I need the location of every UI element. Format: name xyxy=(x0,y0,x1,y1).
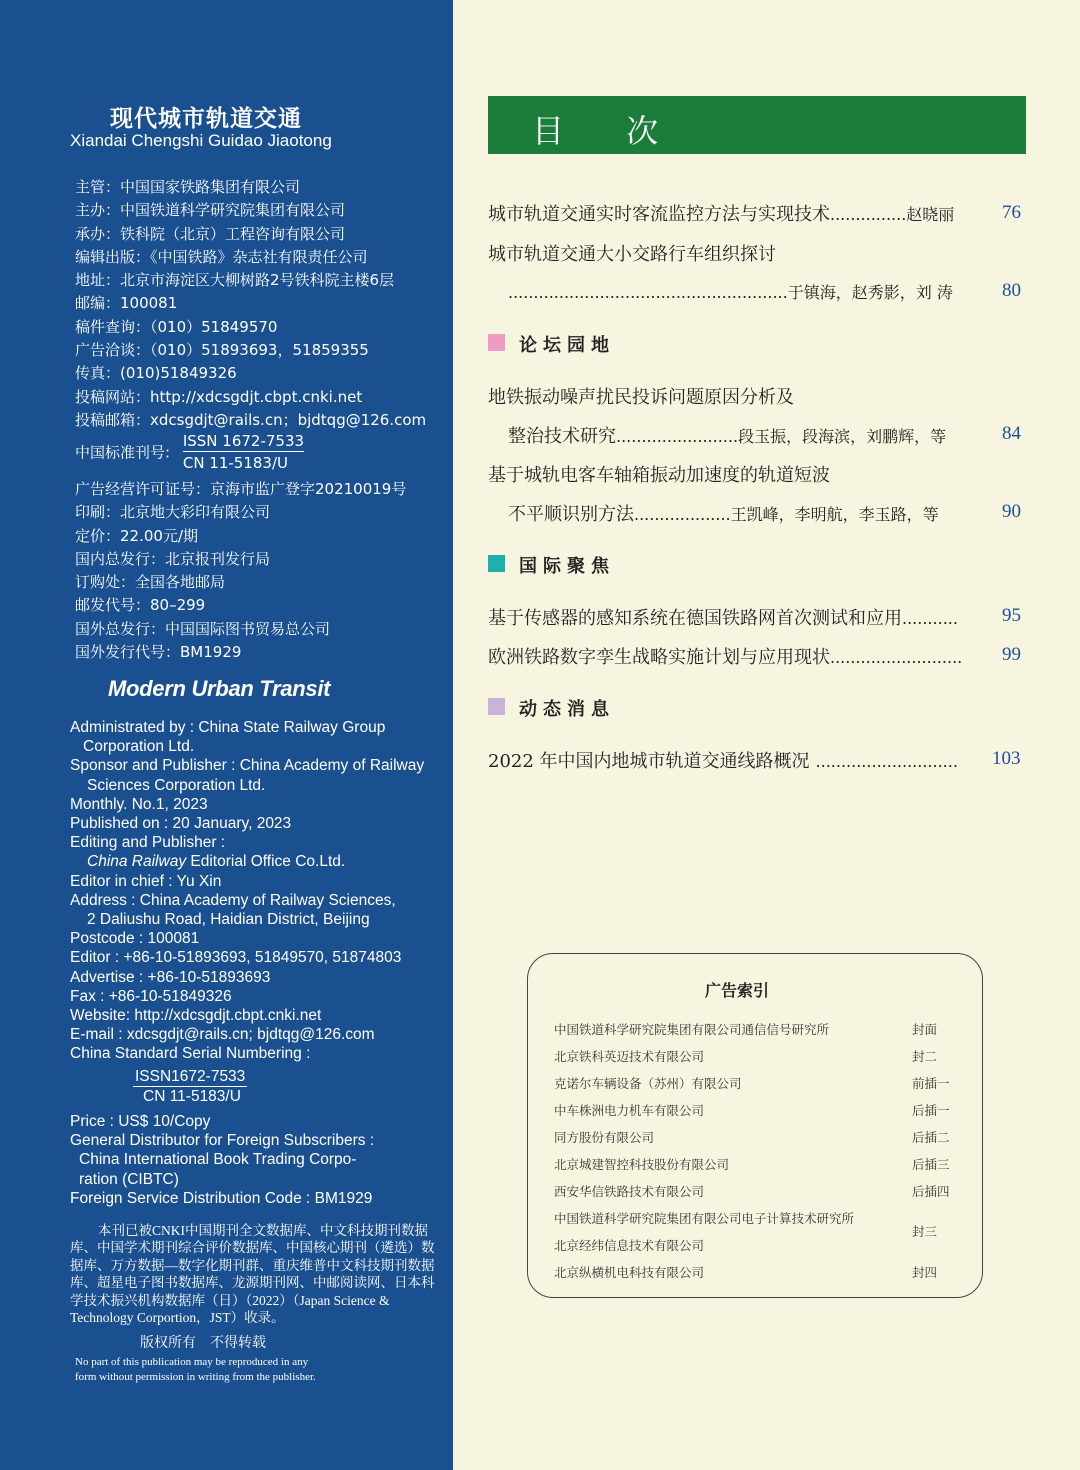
std-label: 中国标准刊号: xyxy=(75,443,171,462)
toc-page-number: 95 xyxy=(1002,605,1021,626)
info-line: 邮发代号：80–299 xyxy=(75,596,206,615)
ad-position: 后插二 xyxy=(912,1130,950,1145)
en-line: China International Book Trading Corpo- xyxy=(79,1151,357,1169)
en-line: Corporation Ltd. xyxy=(83,738,195,756)
toc-entry-line2: 不平顺识别方法...................王凯峰，李明航，李玉路，等 xyxy=(508,504,939,525)
info-line: 邮编：100081 xyxy=(75,294,178,313)
en-line: Editor : +86-10-51893693, 51849570, 51874803 xyxy=(70,949,402,967)
ad-position: 封二 xyxy=(912,1049,938,1064)
ad-index-box xyxy=(527,953,983,1298)
journal-title-pinyin: Xiandai Chengshi Guidao Jiaotong xyxy=(70,131,332,150)
section-heading: 动态消息 xyxy=(519,699,615,720)
info-line: 国外发行代号：BM1929 xyxy=(75,643,242,662)
toc-entry[interactable]: 地铁振动噪声扰民投诉问题原因分析及 xyxy=(488,387,794,408)
cn-info-block xyxy=(75,176,426,432)
ad-position: 前插一 xyxy=(912,1076,950,1091)
ad-item: 中国铁道科学研究院集团有限公司通信信号研究所 xyxy=(554,1022,830,1037)
en-line: Fax : +86-10-51849326 xyxy=(70,987,232,1005)
info-line: 传真：(010)51849326 xyxy=(75,364,237,383)
toc-page-number: 103 xyxy=(992,748,1021,769)
toc-entry[interactable]: 基于传感器的感知系统在德国铁路网首次测试和应用........... xyxy=(488,608,958,629)
info-line: 投稿邮箱：xdcsgdjt@rails.cn；bjdtqg@126.com xyxy=(75,410,427,429)
ad-position: 后插一 xyxy=(912,1103,950,1118)
issn: ISSN 1672-7533 xyxy=(182,432,305,450)
ad-item: 中车株洲电力机车有限公司 xyxy=(554,1103,705,1118)
info-line: 主办：中国铁道科学研究院集团有限公司 xyxy=(75,201,346,220)
info-line: 国内总发行：北京报刊发行局 xyxy=(75,549,271,568)
section-heading: 论坛园地 xyxy=(519,335,615,356)
toc-page-number: 80 xyxy=(1002,280,1021,301)
journal-title-en: Modern Urban Transit xyxy=(108,676,331,701)
ad-position: 后插四 xyxy=(912,1184,950,1199)
en-line: Administrated by : China State Railway Group xyxy=(70,719,386,736)
info-line: 订购处：全国各地邮局 xyxy=(75,573,226,592)
section-marker xyxy=(488,555,505,572)
journal-name-italic: China Railway xyxy=(87,853,187,871)
info-line: 编辑出版：《中国铁路》杂志社有限责任公司 xyxy=(75,247,368,266)
en-line: Advertise : +86-10-51893693 xyxy=(70,968,271,986)
en-line: 2 Daliushu Road, Haidian District, Beijing xyxy=(87,911,370,929)
ad-position: 后插三 xyxy=(912,1157,950,1172)
en-line: ration (CIBTC) xyxy=(79,1170,179,1188)
toc-page-number: 90 xyxy=(1002,501,1021,522)
section-marker xyxy=(488,698,505,715)
info-line: 承办：铁科院（北京）工程咨询有限公司 xyxy=(75,224,346,243)
toc-page-number: 76 xyxy=(1002,202,1021,223)
ad-item: 北京铁科英迈技术有限公司 xyxy=(554,1049,705,1064)
section-marker xyxy=(488,334,505,351)
en-line: Price : US$ 10/Copy xyxy=(70,1113,211,1130)
toc-entry[interactable]: 2022 年中国内地城市轨道交通线路概况 ............................ xyxy=(488,751,958,772)
toc-entry[interactable]: 城市轨道交通大小交路行车组织探讨 xyxy=(488,244,776,265)
en-line: Sponsor and Publisher : China Academy of Railway xyxy=(70,757,425,775)
en-info-block xyxy=(70,718,424,1064)
ad-item: 克诺尔车辆设备（苏州）有限公司 xyxy=(554,1076,742,1091)
en-line: Website: http://xdcsgdjt.cbpt.cnki.net xyxy=(70,1007,322,1025)
contents-title: 目 次 xyxy=(532,112,685,150)
en-issn: ISSN1672-7533 xyxy=(133,1067,247,1087)
toc-entry[interactable]: 基于城轨电客车轴箱振动加速度的轨道短波 xyxy=(488,465,830,486)
ad-position: 封四 xyxy=(912,1265,938,1280)
journal-title-cn: 现代城市轨道交通 xyxy=(110,106,302,132)
en-line: Monthly. No.1, 2023 xyxy=(70,795,208,813)
en-line: Foreign Service Distribution Code : BM1929 xyxy=(70,1189,373,1207)
rights-en: No part of this publication may be reproduced in any form without permission in writing from the publisher. xyxy=(75,1356,316,1383)
info-line: 广告经营许可证号：京海市监广登字20210019号 xyxy=(75,480,407,498)
en-line: E-mail : xdcsgdjt@rails.cn; bjdtqg@126.com xyxy=(70,1026,375,1044)
en-issn-block xyxy=(133,1067,247,1106)
info-line: 投稿网站：http://xdcsgdjt.cbpt.cnki.net xyxy=(75,387,363,406)
toc-entry[interactable]: 城市轨道交通实时客流监控方法与实现技术...............赵晓丽 xyxy=(488,204,955,225)
info-line: 地址：北京市海淀区大柳树路2号铁科院主楼6层 xyxy=(75,271,395,290)
copyright-note: 版权所有 不得转载 xyxy=(140,1336,266,1351)
std-serial-block xyxy=(75,432,304,472)
en-line: China Standard Serial Numbering : xyxy=(70,1045,311,1063)
en-line: Address : China Academy of Railway Sciences, xyxy=(70,891,396,909)
info-line: 主管：中国国家铁路集团有限公司 xyxy=(75,178,301,196)
ad-item: 西安华信铁路技术有限公司 xyxy=(554,1184,705,1199)
en-line: Editing and Publisher : xyxy=(70,834,226,852)
en-line: Published on : 20 January, 2023 xyxy=(70,815,292,833)
en-cn: CN 11-5183/U xyxy=(143,1088,241,1106)
en-line: China Railway Editorial Office Co.Ltd. xyxy=(87,853,346,871)
masthead-panel xyxy=(0,0,453,1470)
ad-item: 同方股份有限公司 xyxy=(554,1130,655,1145)
en-line: General Distributor for Foreign Subscribers : xyxy=(70,1132,375,1150)
ad-position: 封面 xyxy=(912,1022,938,1037)
en-info-block-2 xyxy=(70,1112,374,1208)
ad-item: 北京城建智控科技股份有限公司 xyxy=(554,1157,730,1172)
en-line: Sciences Corporation Ltd. xyxy=(87,776,266,794)
info-line: 国外总发行：中国国际图书贸易总公司 xyxy=(75,619,331,638)
ad-item: 北京纵横机电科技有限公司 xyxy=(554,1265,705,1280)
en-line: Postcode : 100081 xyxy=(70,930,200,948)
ad-position: 封三 xyxy=(912,1224,938,1239)
info-line: 广告洽谈：（010）51893693，51859355 xyxy=(75,341,369,360)
toc-entry[interactable]: 欧洲铁路数字孪生战略实施计划与应用现状.......................... xyxy=(488,647,963,668)
cn-number: CN 11-5183/U xyxy=(182,454,289,472)
ad-item: 北京经纬信息技术有限公司 xyxy=(554,1238,705,1253)
info-line: 定价：22.00元/期 xyxy=(75,526,198,545)
info-line: 稿件查询：（010）51849570 xyxy=(75,317,278,336)
toc-entry-authors: .......................................................于镇海，赵秀影，刘 涛 xyxy=(508,283,953,302)
info-line: 印刷：北京地大彩印有限公司 xyxy=(75,503,271,522)
cn-info-block-2 xyxy=(75,478,406,664)
toc-page-number: 99 xyxy=(1002,644,1021,665)
indexing-note: 本刊已被CNKI中国期刊全文数据库、中文科技期刊数据库、中国学术期刊综合评价数据库、中国核心期刊（遴选）数据库、万方数据—数字化期刊群、重庆维普中文科技期刊数据库、超星电子图书数据库、龙源期刊网、中邮阅读网、日本科学技术振兴机构数据库（日）（2022）（Japan Science & Technology Corportion，JST）收录。 xyxy=(70,1223,435,1326)
toc-page-number: 84 xyxy=(1002,423,1021,444)
ad-index-title: 广告索引 xyxy=(705,981,770,1000)
en-line: Editor in chief : Yu Xin xyxy=(70,872,222,890)
contents-banner xyxy=(488,96,1026,154)
ad-item: 中国铁道科学研究院集团有限公司电子计算技术研究所 xyxy=(554,1211,855,1226)
section-heading: 国际聚焦 xyxy=(519,556,615,577)
toc-entry-line2: 整治技术研究........................段玉振，段海滨，刘鹏辉，等 xyxy=(508,426,947,447)
